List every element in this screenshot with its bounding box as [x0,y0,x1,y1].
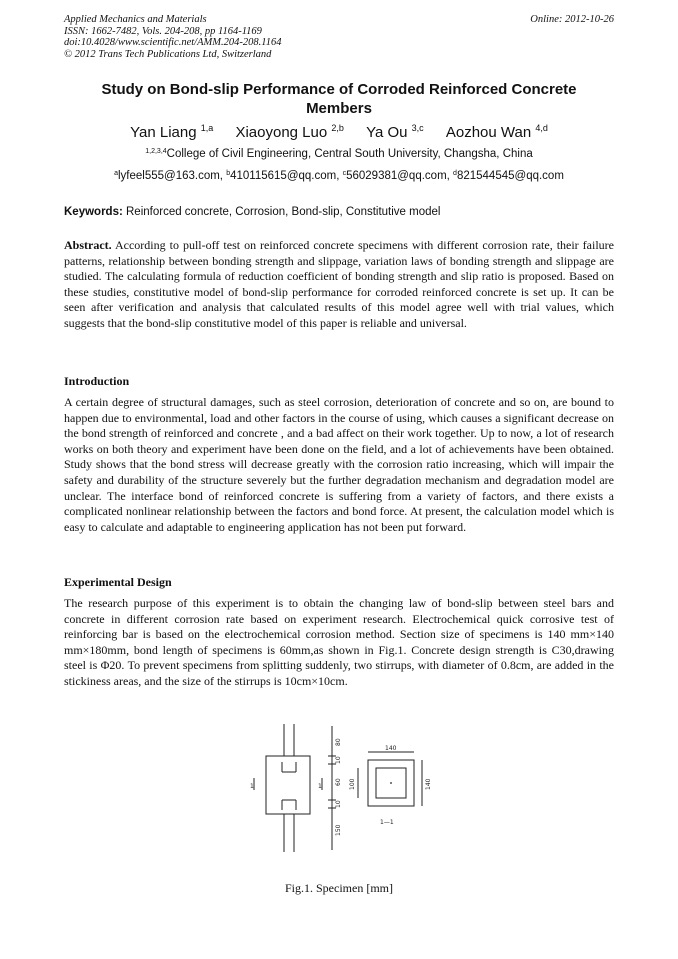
copyright-line: © 2012 Trans Tech Publications Ltd, Switzerland [64,48,272,60]
dimension-label: 100 [349,778,356,790]
doi-line: doi:10.4028/www.scientific.net/AMM.204-208.1164 [64,37,282,48]
abstract-text: According to pull-off test on reinforced concrete specimens with different corrosion rate, their failure patterns, relationship between bonding strength and slippage, variation laws of bonding strength and slippage are studied. The calculating formula of reduction coefficient of bonding strength and slip ratio is proposed. Based on these studies, constitutive model of bond-slip performance for corroded reinforced concrete is set up. It can be seen after verification and analysis that calculated results of this model agree well with trial values, which suggests that the bond-slip constitutive model of this paper is reliable and universal. [64,238,614,330]
introduction-text: A certain degree of structural damages, such as steel corrosion, deterioration of concrete and so on, are bound to happen due to environmental, load and other factors in the course of using, which causes a significant decrease on the bond strength of reinforced and concrete , and a bad affect on their work together. Up to now, a lot of research works on both theory and experiment have been done on the field, and a lot of achievements have been obtained. Study shows that the bond stress will decrease greatly with the corrosion ratio increasing, which will impair the safety and durability of the structure severely but the further degradation mechanism and degradation model are unclear. The interface bond of reinforced concrete is suffering from a variety of factors, and there exists a complicated nonlinear relationship between the factors and bond force. At present, the calculation model which is easy to calculate and adaptable to engineering application has not been put forward. [64,395,614,534]
issn-line: ISSN: 1662-7482, Vols. 204-208, pp 1164-1169 [64,25,262,37]
dimension-label: 10 [335,756,342,764]
author: Ya Ou $^{3,c}$ [366,123,424,141]
figure-caption: Fig.1. Specimen [mm] [285,881,393,895]
dimension-label: 150 [335,824,342,836]
journal-name: Applied Mechanics and Materials [64,14,207,25]
online-date: Online: 2012-10-26 [530,14,614,25]
section-heading-introduction: Introduction [64,374,130,388]
dimension-label: 80 [335,738,342,746]
email-link[interactable]: lyfeel555@163.com, [117,170,227,182]
paper-title: Study on Bond-slip Performance of Corroded Reinforced Concrete Members [101,81,577,117]
abstract-label: Abstract. [64,238,112,252]
dimension-label: 10 [335,800,342,808]
author: Xiaoyong Luo $^{2,b}$ [235,123,344,141]
dimension-label: 140 [425,778,432,790]
author: Aozhou Wan $^{4,d}$ [445,123,548,141]
section-heading-experimental: Experimental Design [64,575,172,589]
affiliation: $^{1,2,3,4}$College of Civil Engineering, Central South University, Changsha, China [145,148,533,160]
section-name: 1—1 [380,819,394,826]
abstract [64,238,614,332]
keywords: Keywords: Reinforced concrete, Corrosion, Bond-slip, Constitutive model [64,206,441,218]
email-link[interactable]: 56029381@qq.com, [346,170,454,182]
experimental-text: The research purpose of this experiment is to obtain the changing law of bond-slip between steel bars and concrete in different corrosion rate based on experiment research. Electrochemical quick corrosive test of reinforcing bar is based on the electrochemical corrosion method. Section size of specimens is 140 mm×140 mm×180mm, bond length of specimens is 60mm,as shown in Fig.1. Concrete design strength is C30,drawing steel is Φ20. To prevent specimens from splitting suddenly, two stirrups, with diameter of 0.8cm, are added in the stickiness areas, and the size of the stirrups is 10cm×10cm. [64,596,614,688]
journal-header [64,14,281,60]
section-label: 1 [250,783,254,790]
author-list [64,123,614,141]
dimension-label: 140 [385,745,397,752]
author: Yan Liang $^{1,a}$ [130,123,214,141]
specimen-figure [240,724,440,874]
email-link[interactable]: 410115615@qq.com, [230,170,343,182]
section-label: 1 [318,783,322,790]
author-emails: $^a$lyfeel555@163.com, $^b$410115615@qq.com, $^c$56029381@qq.com, $^d$821544545@qq.com [114,170,564,182]
email-link[interactable]: 821544545@qq.com [456,170,564,182]
dimension-label: 60 [335,778,342,786]
